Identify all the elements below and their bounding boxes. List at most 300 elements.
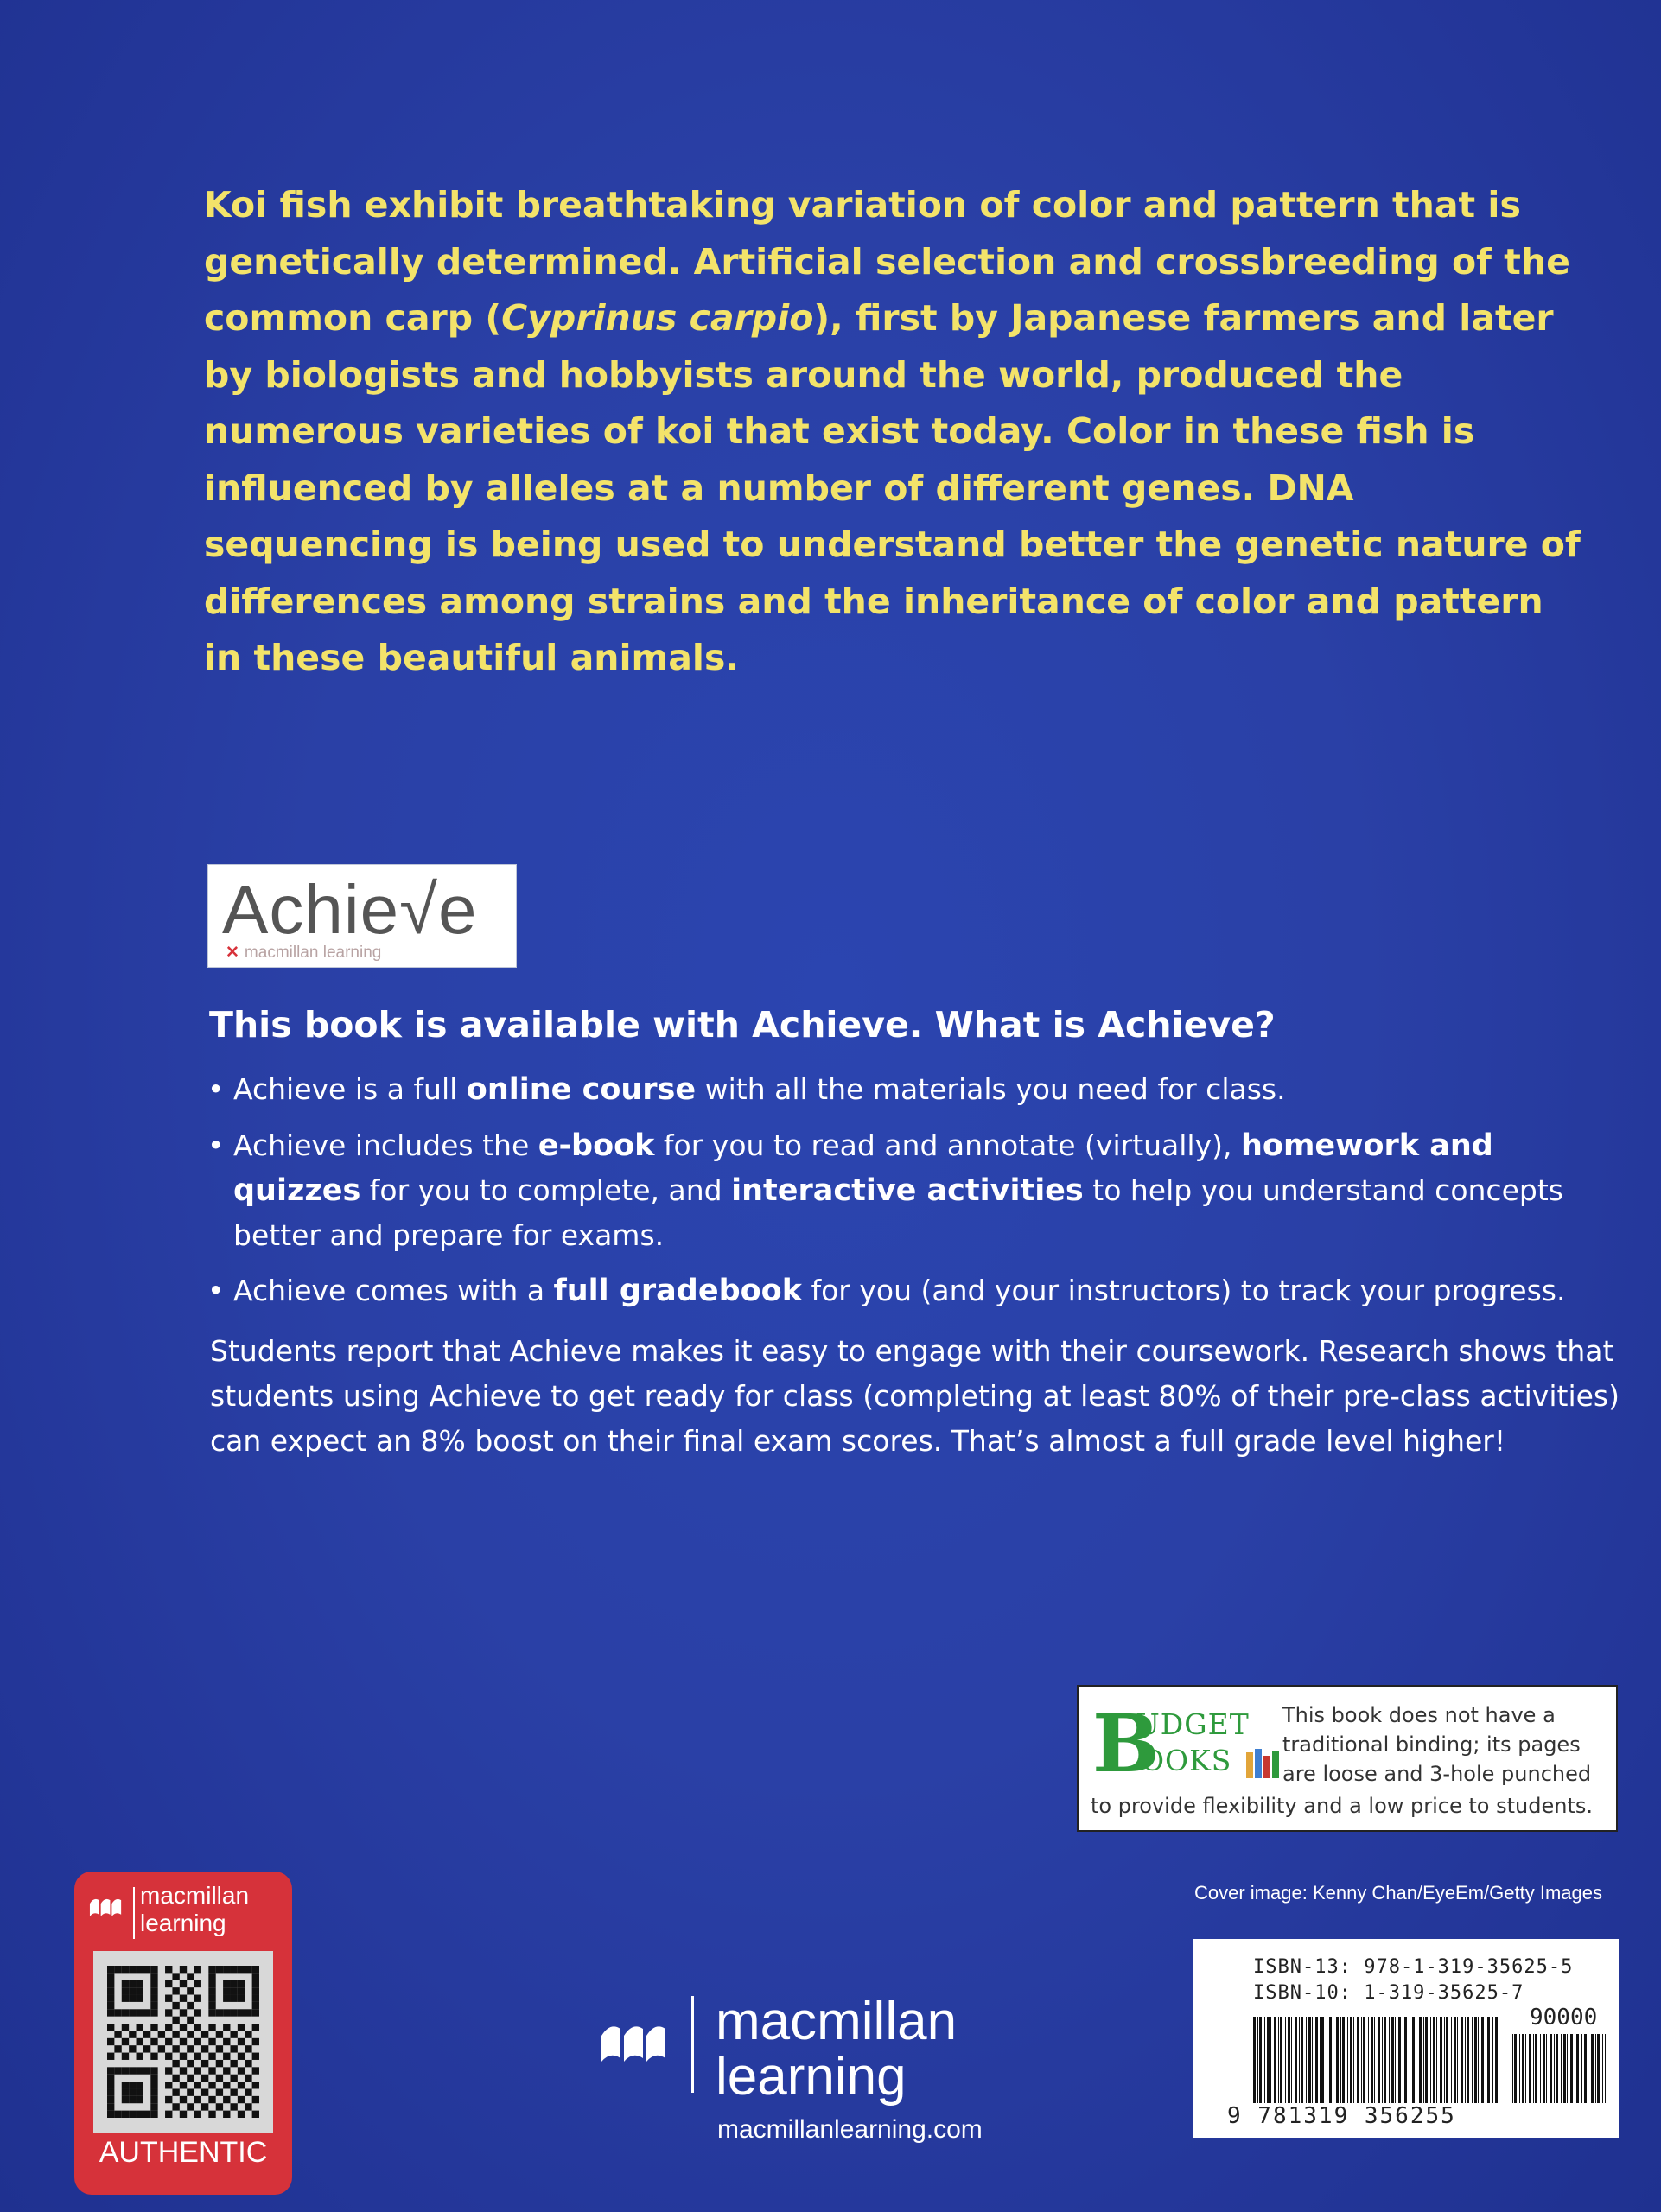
barcode-bar [1430, 2017, 1431, 2103]
intro-paragraph [204, 177, 1587, 687]
barcode-bar [1440, 2017, 1442, 2103]
barcode-bar [1340, 2017, 1341, 2103]
qr-module [122, 1966, 129, 1973]
qr-module [143, 1966, 150, 1973]
qr-module [137, 1980, 143, 1987]
qr-module [122, 2009, 129, 2016]
qr-module [129, 1966, 136, 1973]
qr-module [172, 2017, 179, 2024]
barcode-bar [1285, 2017, 1286, 2103]
barcode-bar [1543, 2034, 1545, 2103]
qr-module [194, 2038, 201, 2045]
qr-module [180, 2082, 187, 2088]
qr-module [187, 2002, 194, 2009]
qr-module [252, 2067, 259, 2074]
budget-books-logo: B UDGET OOKS [1092, 1700, 1274, 1787]
qr-module [252, 2082, 259, 2088]
barcode-bar [1436, 2017, 1437, 2103]
qr-module [194, 1995, 201, 2002]
qr-module [230, 1966, 237, 1973]
qr-module [245, 2075, 251, 2082]
macmillan-mark-icon: ✕ [226, 944, 239, 962]
qr-module [180, 2053, 187, 2060]
qr-module [252, 2024, 259, 2031]
qr-module [165, 2024, 172, 2031]
macmillan-logo-icon [88, 1894, 126, 1920]
barcode-bar [1465, 2017, 1466, 2103]
qr-module [107, 2096, 114, 2103]
qr-module [216, 2088, 223, 2095]
barcode-bar [1264, 2017, 1265, 2103]
authentic-label: AUTHENTIC [99, 2136, 268, 2169]
barcode-bar [1454, 2017, 1456, 2103]
qr-module [238, 2096, 245, 2103]
barcode-bar [1267, 2017, 1270, 2103]
qr-module [180, 1995, 187, 2002]
barcode-bar [1540, 2034, 1541, 2103]
qr-module [114, 1966, 121, 1973]
qr-module [223, 1966, 230, 1973]
barcode-bar [1295, 2017, 1297, 2103]
qr-module [172, 2075, 179, 2082]
barcode-bar [1253, 2017, 1256, 2103]
barcode-bar [1336, 2017, 1339, 2103]
barcode-bar [1512, 2034, 1513, 2103]
qr-module [165, 2111, 172, 2118]
barcode-bar [1461, 2017, 1463, 2103]
qr-module [187, 2031, 194, 2037]
qr-module [137, 2009, 143, 2016]
qr-module [194, 2111, 201, 2118]
qr-module [201, 2103, 208, 2110]
barcode-bar [1378, 2017, 1380, 2103]
budget-books-text: This book does not have a traditional binding; its pages are loose and 3-hole punched [1282, 1703, 1592, 1786]
qr-module [137, 2053, 143, 2060]
qr-module [238, 2067, 245, 2074]
achieve-bullet-list [207, 1067, 1625, 1325]
qr-module [245, 2103, 251, 2110]
barcode-bar [1533, 2034, 1534, 2103]
qr-module [223, 2024, 230, 2031]
qr-module [216, 2045, 223, 2052]
barcode-bar [1581, 2034, 1582, 2103]
qr-module [150, 2096, 157, 2103]
qr-module [238, 2024, 245, 2031]
qr-module [165, 1980, 172, 1987]
intro-text-2: ), first by Japanese farmers and later by biologists and hobbyists around the world, produced the numerous varieties of koi that exist today. Color in these fish is influenced by alleles at a number of different genes. DNA sequencing is being used to understand better the genetic nature of differences among strains and the inheritance of color and pattern in these beautiful animals. [204, 297, 1581, 678]
barcode-bar [1259, 2017, 1262, 2103]
qr-module [172, 2031, 179, 2037]
achieve-logo [207, 864, 517, 968]
qr-module [194, 1980, 201, 1987]
barcode-bar [1312, 2017, 1313, 2103]
barcode-bar [1556, 2034, 1558, 2103]
qr-module [230, 1995, 237, 2002]
qr-module [114, 2009, 121, 2016]
qr-module [114, 2111, 121, 2118]
qr-module [172, 1987, 179, 1994]
qr-module [223, 2067, 230, 2074]
qr-module [238, 2009, 245, 2016]
qr-module [150, 2088, 157, 2095]
qr-module [201, 2088, 208, 2095]
barcode-bar [1391, 2017, 1394, 2103]
price-code: 90000 [1530, 2005, 1598, 2031]
qr-module [180, 2038, 187, 2045]
qr-module [238, 2038, 245, 2045]
qr-module [129, 2111, 136, 2118]
authentic-badge: macmillan learning AUTHENTIC [74, 1872, 292, 2195]
qr-module [122, 1995, 129, 2002]
qr-module [107, 1980, 114, 1987]
qr-module [180, 1966, 187, 1973]
qr-module [223, 2038, 230, 2045]
qr-module [230, 2088, 237, 2095]
qr-module [252, 2038, 259, 2045]
qr-module [187, 2060, 194, 2067]
qr-module [137, 1966, 143, 1973]
qr-module [122, 2038, 129, 2045]
qr-module [137, 2096, 143, 2103]
qr-module [172, 2088, 179, 2095]
barcode-bar [1306, 2017, 1307, 2103]
qr-module [143, 2067, 150, 2074]
barcode-bar [1301, 2017, 1303, 2103]
qr-module [129, 2009, 136, 2016]
barcode-bar [1398, 2017, 1401, 2103]
qr-module [238, 1995, 245, 2002]
barcode-bar [1357, 2017, 1359, 2103]
qr-module [187, 2045, 194, 2052]
barcode-bar [1451, 2017, 1452, 2103]
qr-module [208, 2053, 215, 2060]
qr-module [122, 2111, 129, 2118]
bullet-item: • Achieve comes with a full gradebook for you (and your instructors) to track your progress. [207, 1268, 1625, 1313]
qr-module [230, 2060, 237, 2067]
qr-module [122, 2088, 129, 2095]
barcode-bar [1546, 2034, 1547, 2103]
qr-module [245, 1966, 251, 1973]
ean-number: 9 781319 356255 [1227, 2103, 1456, 2129]
qr-module [150, 1973, 157, 1980]
qr-module [122, 1987, 129, 1994]
qr-module [150, 2075, 157, 2082]
qr-module [114, 2031, 121, 2037]
barcode-bar [1514, 2034, 1517, 2103]
barcode-bar [1291, 2017, 1292, 2103]
barcode-bar [1433, 2017, 1435, 2103]
qr-module [137, 1995, 143, 2002]
barcode-bar [1591, 2034, 1594, 2103]
barcode-bar [1353, 2017, 1354, 2103]
qr-module [150, 2103, 157, 2110]
qr-module [122, 2024, 129, 2031]
qr-module [180, 2067, 187, 2074]
qr-module [107, 1995, 114, 2002]
qr-module [216, 2075, 223, 2082]
books-icon [1246, 1749, 1281, 1778]
qr-module [122, 2053, 129, 2060]
qr-module [187, 1973, 194, 1980]
qr-module [150, 1966, 157, 1973]
qr-module [165, 2009, 172, 2016]
barcode-bar [1423, 2017, 1424, 2103]
barcode-bar [1446, 2017, 1448, 2103]
qr-module [129, 2031, 136, 2037]
qr-module [137, 2024, 143, 2031]
qr-module [107, 2009, 114, 2016]
qr-module [238, 1980, 245, 1987]
qr-module [252, 1966, 259, 1973]
qr-module [252, 1995, 259, 2002]
qr-module [165, 2038, 172, 2045]
barcode-bar [1481, 2017, 1484, 2103]
qr-module [216, 1966, 223, 1973]
barcode-bar [1320, 2017, 1321, 2103]
qr-module [216, 2009, 223, 2016]
qr-module [187, 2017, 194, 2024]
qr-module [216, 2060, 223, 2067]
qr-module [252, 1987, 259, 1994]
qr-module [238, 1987, 245, 1994]
qr-module [150, 2024, 157, 2031]
qr-module [137, 2067, 143, 2074]
intro-text-1: Koi fish exhibit breathtaking variation of color and pattern that is genetically determined. Artificial selection and crossbreeding of the common carp ( [204, 184, 1570, 339]
qr-module [150, 2111, 157, 2118]
barcode-bar [1492, 2017, 1493, 2103]
achieve-subtitle: ✕ macmillan learning [226, 944, 382, 962]
barcode-bar [1288, 2017, 1290, 2103]
barcode-bar [1278, 2017, 1279, 2103]
bullet-item: • Achieve is a full online course with all the materials you need for class. [207, 1067, 1625, 1112]
barcode-bar [1605, 2034, 1606, 2103]
qr-module [230, 1980, 237, 1987]
qr-module [208, 1987, 215, 1994]
barcode-bar [1472, 2017, 1473, 2103]
qr-module [172, 2103, 179, 2110]
qr-module [216, 2031, 223, 2037]
barcode-bar [1347, 2017, 1348, 2103]
qr-module [245, 2060, 251, 2067]
qr-module [107, 1987, 114, 1994]
qr-module [172, 2002, 179, 2009]
qr-module [129, 2045, 136, 2052]
barcode-bar [1321, 2017, 1324, 2103]
barcode-bar [1444, 2017, 1445, 2103]
barcode-bar [1308, 2017, 1311, 2103]
qr-module [137, 2082, 143, 2088]
qr-module [194, 2067, 201, 2074]
qr-module [165, 2053, 172, 2060]
budget-books-box [1077, 1685, 1618, 1832]
barcode-bar [1274, 2017, 1276, 2103]
qr-module [122, 2096, 129, 2103]
qr-module [208, 1980, 215, 1987]
macmillan-logo-icon [598, 2017, 676, 2069]
barcode-bar [1363, 2017, 1365, 2103]
isbn-10: ISBN-10: 1-319-35625-7 [1253, 1982, 1524, 2004]
qr-module [201, 2031, 208, 2037]
barcode-bar [1495, 2017, 1498, 2103]
qr-module [208, 2096, 215, 2103]
qr-module [223, 2053, 230, 2060]
cover-credit: Cover image: Kenny Chan/EyeEm/Getty Images [1194, 1882, 1602, 1904]
barcode-bar [1487, 2017, 1490, 2103]
qr-module [208, 2111, 215, 2118]
qr-module [180, 2111, 187, 2118]
qr-module [245, 2009, 251, 2016]
qr-module [150, 2009, 157, 2016]
qr-module [129, 1980, 136, 1987]
barcode-bar [1299, 2017, 1300, 2103]
barcode-bar [1257, 2017, 1258, 2103]
qr-module [107, 2111, 114, 2118]
qr-module [165, 1995, 172, 2002]
qr-module [201, 2060, 208, 2067]
qr-module [180, 1980, 187, 1987]
qr-module [208, 2038, 215, 2045]
qr-module [252, 2111, 259, 2118]
logo-divider [691, 1996, 694, 2093]
qr-module [129, 2082, 136, 2088]
qr-module [252, 2009, 259, 2016]
qr-module [150, 2082, 157, 2088]
qr-module [107, 2024, 114, 2031]
qr-module [187, 2103, 194, 2110]
bullet-item: • Achieve includes the e-book for you to read and annotate (virtually), homework and quizzes for you to complete, and interactive activities to help you understand concepts better and prepare for exams. [207, 1123, 1625, 1257]
qr-module [208, 1966, 215, 1973]
barcode-bar [1270, 2017, 1271, 2103]
qr-module [208, 2082, 215, 2088]
qr-module [208, 1995, 215, 2002]
qr-module [150, 2002, 157, 2009]
achieve-heading: This book is available with Achieve. What is Achieve? [209, 1004, 1276, 1046]
qr-code-icon [107, 1966, 259, 2118]
barcode-bar [1474, 2017, 1477, 2103]
qr-module [107, 1973, 114, 1980]
qr-module [194, 2009, 201, 2016]
qr-module [187, 2088, 194, 2095]
achieve-wordmark: Achie√e [222, 871, 478, 948]
qr-module [208, 1973, 215, 1980]
qr-module [122, 2082, 129, 2088]
barcode-bar [1563, 2034, 1566, 2103]
barcode-bar [1361, 2017, 1362, 2103]
qr-module [150, 2038, 157, 2045]
price-barcode-bars [1512, 2034, 1606, 2103]
barcode-bar [1425, 2017, 1428, 2103]
barcode-bar [1315, 2017, 1318, 2103]
barcode-bar [1384, 2017, 1386, 2103]
qr-module [208, 2002, 215, 2009]
qr-module [230, 2075, 237, 2082]
barcode-bar [1404, 2017, 1407, 2103]
qr-module [172, 1973, 179, 1980]
qr-module [143, 2045, 150, 2052]
qr-module [158, 2031, 165, 2037]
qr-module [252, 2096, 259, 2103]
qr-module [129, 2088, 136, 2095]
qr-module [230, 2045, 237, 2052]
qr-module [107, 2038, 114, 2045]
research-paragraph: Students report that Achieve makes it easy to engage with their coursework. Research shows that students using Achieve to get ready for class (completing at least 80% of their pre-class activities) can expect an 8% boost on their final exam scores. That’s almost a full grade level higher! [210, 1334, 1620, 1458]
qr-module [137, 2088, 143, 2095]
qr-module [129, 1987, 136, 1994]
barcode-bar [1457, 2017, 1458, 2103]
qr-module [150, 2053, 157, 2060]
qr-module [238, 1966, 245, 1973]
qr-module [143, 2009, 150, 2016]
qr-module [238, 2082, 245, 2088]
qr-module [223, 2111, 230, 2118]
qr-module [216, 2103, 223, 2110]
qr-module [114, 2045, 121, 2052]
qr-module [122, 2067, 129, 2074]
barcode-bars [1253, 2017, 1499, 2103]
barcode-bar [1597, 2034, 1600, 2103]
barcode-bar [1567, 2034, 1568, 2103]
qr-module [223, 1980, 230, 1987]
qr-module [201, 2045, 208, 2052]
barcode-bar [1382, 2017, 1383, 2103]
qr-module [122, 1980, 129, 1987]
qr-module [187, 1987, 194, 1994]
barcode-bar [1584, 2034, 1587, 2103]
barcode-bar [1368, 2017, 1369, 2103]
qr-module [114, 2067, 121, 2074]
barcode-bar [1419, 2017, 1422, 2103]
qr-module [194, 2024, 201, 2031]
barcode-bar [1529, 2034, 1531, 2103]
qr-module [180, 2096, 187, 2103]
qr-module [245, 2031, 251, 2037]
barcode-bar [1522, 2034, 1524, 2103]
qr-module [201, 2075, 208, 2082]
publisher-url: macmillanlearning.com [717, 2115, 983, 2144]
barcode-bar [1519, 2034, 1520, 2103]
qr-module [194, 2053, 201, 2060]
qr-module [180, 2024, 187, 2031]
qr-module [137, 1987, 143, 1994]
qr-module [238, 2111, 245, 2118]
qr-module [230, 2103, 237, 2110]
qr-module [165, 1966, 172, 1973]
qr-module [208, 2067, 215, 2074]
qr-module [238, 2053, 245, 2060]
budget-books-text-last: to provide flexibility and a low price to students. [1091, 1794, 1593, 1818]
qr-module [143, 2111, 150, 2118]
qr-module [223, 1995, 230, 2002]
qr-module [230, 1987, 237, 1994]
barcode-bar [1576, 2034, 1579, 2103]
qr-module [107, 1966, 114, 1973]
barcode-bar [1389, 2017, 1390, 2103]
barcode-bar [1280, 2017, 1282, 2103]
qr-module [223, 1987, 230, 1994]
species-name: Cyprinus carpio [501, 297, 814, 339]
qr-module [252, 2002, 259, 2009]
qr-module [245, 2045, 251, 2052]
qr-module [137, 2111, 143, 2118]
barcode-bar [1525, 2034, 1526, 2103]
qr-module [223, 2096, 230, 2103]
barcode-bar [1342, 2017, 1345, 2103]
qr-module [252, 2053, 259, 2060]
barcode-bar [1550, 2034, 1552, 2103]
barcode-bar [1350, 2017, 1352, 2103]
qr-module [230, 2031, 237, 2037]
qr-module [107, 2067, 114, 2074]
